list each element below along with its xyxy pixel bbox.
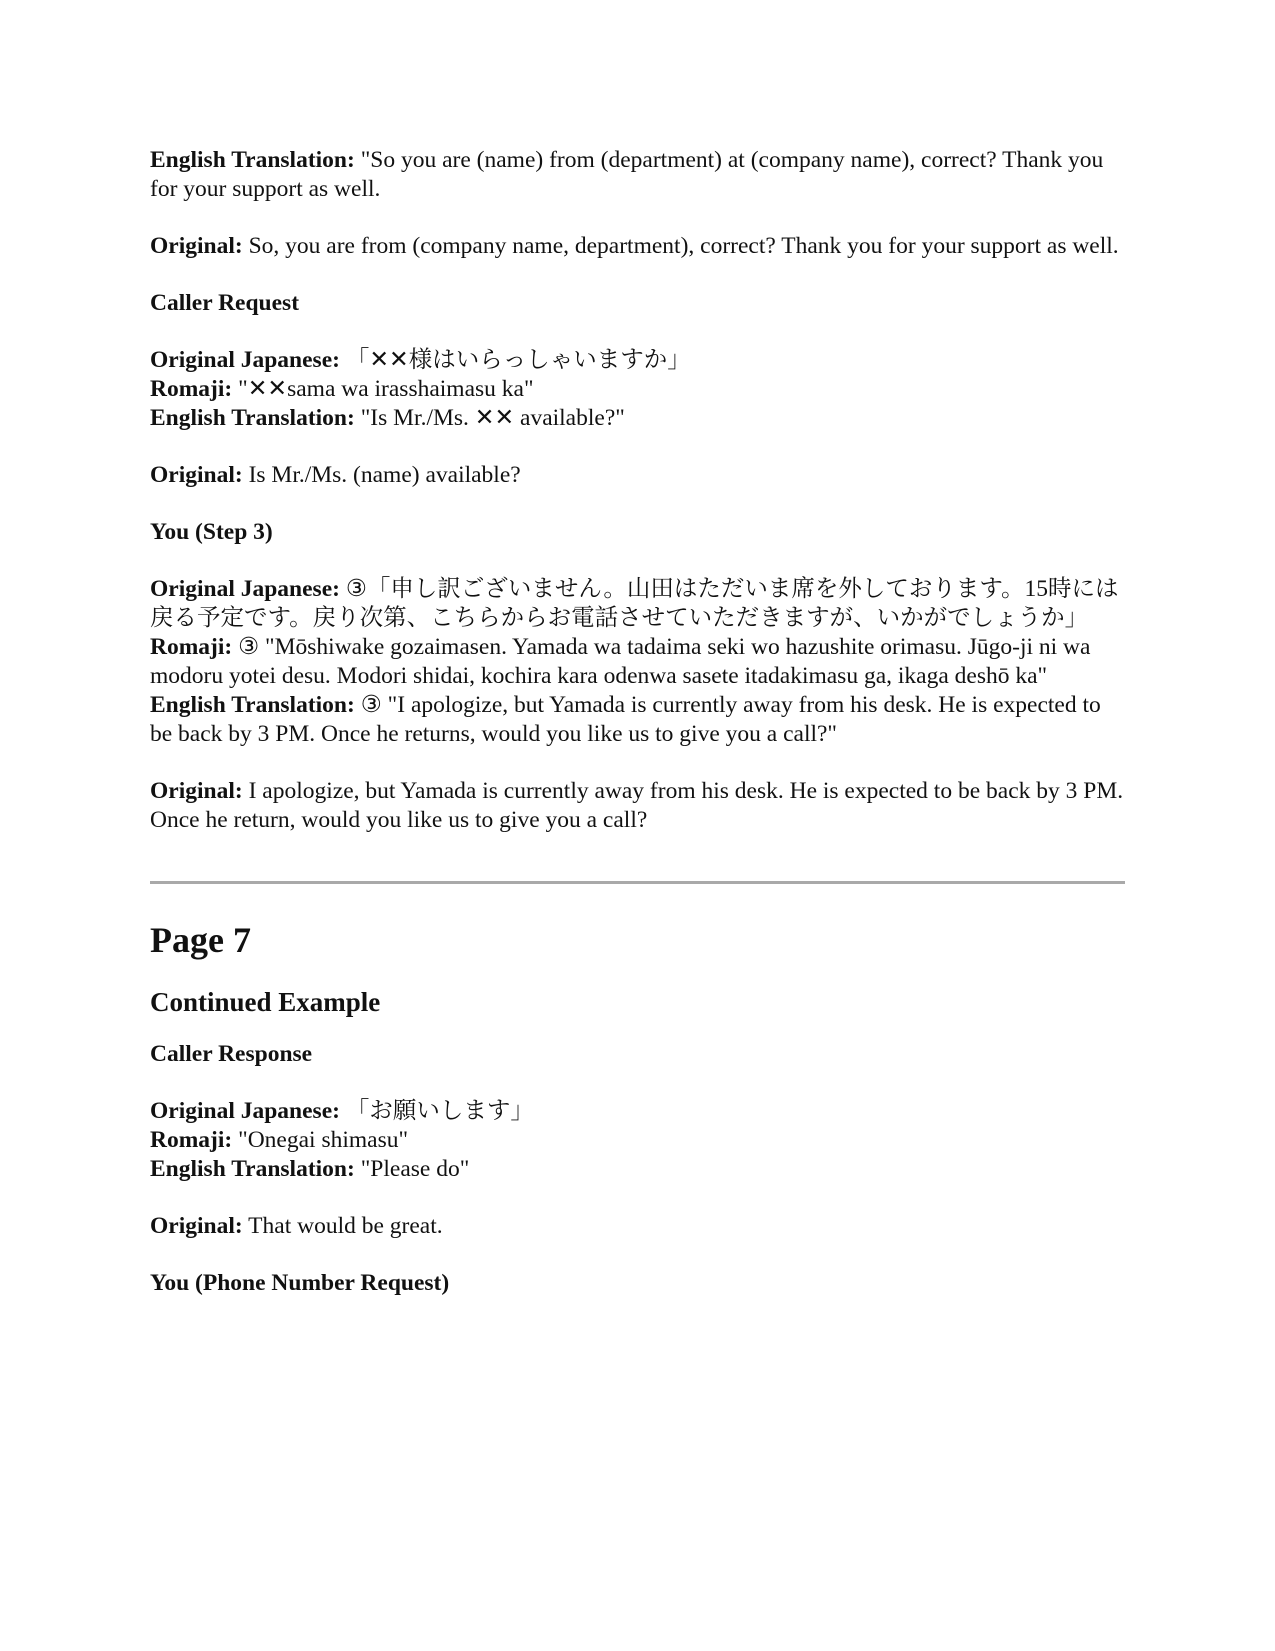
original-japanese-label: Original Japanese: [150,347,340,373]
original-label: Original: [150,233,243,259]
romaji-text: "✕✕sama wa irasshaimasu ka" [232,376,534,402]
original-japanese-label: Original Japanese: [150,1098,340,1124]
english-translation-line [150,404,1125,433]
caller-response-heading: Caller Response [150,1041,313,1067]
original-label: Original: [150,1213,243,1239]
document-page [150,146,1125,1326]
page-title: Page 7 [150,920,251,960]
caller-request-heading: Caller Request [150,290,300,316]
english-translation-line [150,1155,1125,1184]
original-paragraph [150,777,1125,835]
original-paragraph [150,461,1125,490]
english-translation-label: English Translation: [150,147,355,173]
english-translation-label: English Translation: [150,405,355,431]
original-paragraph [150,1212,1125,1241]
english-translation-text: "So you are (name) from (department) at (company name), correct? Thank you for your support as well. [150,147,1104,202]
romaji-label: Romaji: [150,634,233,660]
romaji-label: Romaji: [150,376,233,402]
english-translation-paragraph [150,146,1125,204]
original-label: Original: [150,778,243,804]
romaji-line [150,633,1125,691]
romaji-line [150,1126,1125,1155]
english-translation-line [150,691,1125,749]
original-japanese-line [150,346,1125,375]
original-text: I apologize, but Yamada is currently away from his desk. He is expected to be back by 3 PM. Once he return, would you like us to give you a call? [150,778,1124,833]
original-japanese-text: ③「申し訳ございません。山田はただいま席を外しております。15時には戻る予定です。戻り次第、こちらからお電話させていただきますが、いかがでしょうか」 [150,576,1119,631]
you-step3-group [150,575,1125,749]
caller-response-group [150,1097,1125,1184]
romaji-label: Romaji: [150,1127,233,1153]
original-japanese-text: 「お願いします」 [339,1098,534,1124]
original-japanese-line [150,575,1125,633]
you-phone-request-heading: You (Phone Number Request) [150,1270,450,1296]
romaji-text: "Onegai shimasu" [232,1127,409,1153]
original-label: Original: [150,462,243,488]
original-japanese-line [150,1097,1125,1126]
english-translation-label: English Translation: [150,1156,355,1182]
romaji-text: ③ "Mōshiwake gozaimasen. Yamada wa tadaima seki wo hazushite orimasu. Jūgo-ji ni wa modoru yotei desu. Modori shidai, kochira kara odenwa sasete itadakimasu ga, ikaga deshō ka" [150,634,1091,689]
english-translation-text: "Please do" [354,1156,470,1182]
original-japanese-label: Original Japanese: [150,576,340,602]
original-text: That would be great. [242,1213,443,1239]
caller-request-group [150,346,1125,433]
english-translation-label: English Translation: [150,692,355,718]
romaji-line [150,375,1125,404]
section-subtitle: Continued Example [150,987,381,1017]
original-japanese-text: 「✕✕様はいらっしゃいますか」 [339,347,691,373]
original-text: Is Mr./Ms. (name) available? [242,462,521,488]
english-translation-text: ③ "I apologize, but Yamada is currently away from his desk. He is expected to be back by 3 PM. Once he returns, would you like us to give you a call?" [150,692,1101,747]
you-step3-heading: You (Step 3) [150,519,273,545]
original-text: So, you are from (company name, department), correct? Thank you for your support as well. [242,233,1119,259]
original-paragraph [150,232,1125,261]
english-translation-text: "Is Mr./Ms. ✕✕ available?" [354,405,625,431]
page-divider [150,881,1125,884]
